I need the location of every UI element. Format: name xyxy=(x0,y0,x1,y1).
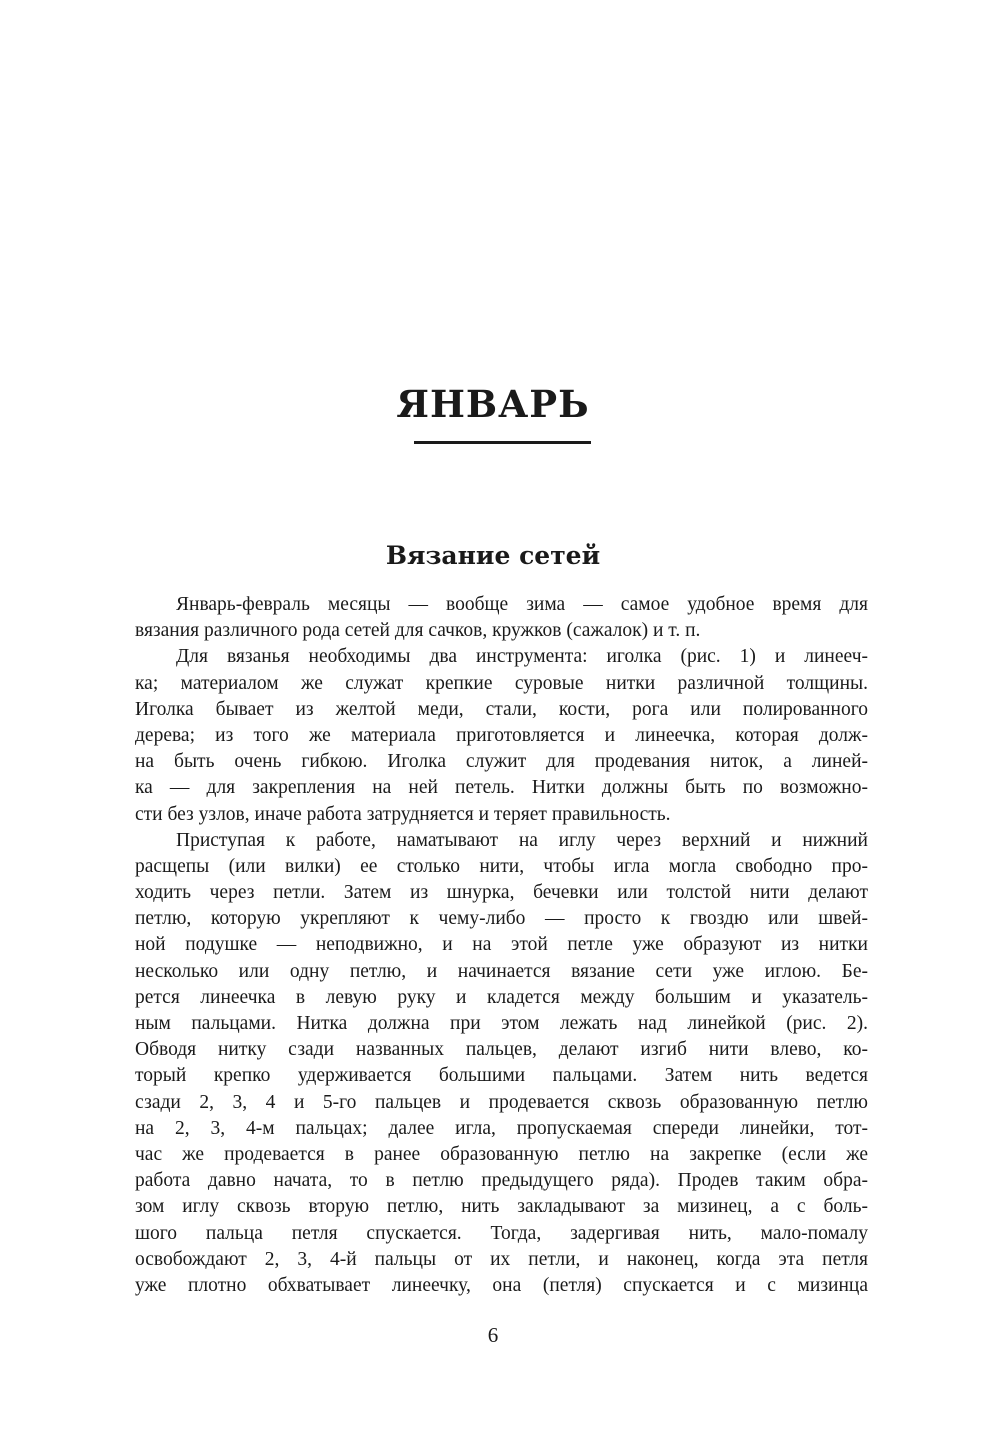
text-line: Иголка бывает из желтой меди, стали, кости, рога или полированного xyxy=(135,698,868,720)
text-line: работа давно начата, то в петлю предыдущего ряда). Продев таким обра- xyxy=(135,1170,868,1192)
text-line: дерева; из того же материала приготовляется и линеечка, которая долж- xyxy=(135,724,868,746)
text-line: уже плотно обхватывает линеечку, она (петля) спускается и с мизинца xyxy=(135,1274,868,1296)
text-line: Январь-февраль месяцы — вообще зима — самое удобное время для xyxy=(176,594,868,615)
text-line: на быть очень гибкою. Иголка служит для продевания ниток, а линей- xyxy=(135,751,868,773)
text-line: сзади 2, 3, 4 и 5-го пальцев и продевается сквозь образованную петлю xyxy=(135,1091,868,1113)
text-line: ка — для закрепления на ней петель. Нитки должны быть по возможно- xyxy=(135,777,868,799)
text-line: ным пальцами. Нитка должна при этом лежать над линейкой (рис. 2). xyxy=(135,1013,868,1034)
text-line: несколько или одну петлю, и начинается вязание сети уже иглою. Бе- xyxy=(135,960,868,982)
text-line: ной подушке — неподвижно, и на этой петле уже образуют из нитки xyxy=(135,934,868,956)
text-line: сти без узлов, иначе работа затрудняется и теряет правильность. xyxy=(135,803,671,825)
text-line: расщепы (или вилки) ее столько нити, чтобы игла могла свободно про- xyxy=(135,855,868,877)
text-line: шого пальца петля спускается. Тогда, задергивая нить, мало-помалу xyxy=(135,1222,868,1244)
chapter-title: ЯНВАРЬ xyxy=(396,382,590,426)
text-line: Для вязанья необходимы два инструмента: иголка (рис. 1) и линееч- xyxy=(176,646,868,668)
text-line: вязания различного рода сетей для сачков, кружков (сажалок) и т. п. xyxy=(135,620,701,642)
text-line: Приступая к работе, наматывают на иглу через верхний и нижний xyxy=(176,829,868,851)
body-text xyxy=(135,592,868,1299)
text-line: ка; материалом же служат крепкие суровые нитки различной толщины. xyxy=(135,672,868,694)
chapter-title-underline xyxy=(414,441,591,444)
text-line: торый крепко удерживается большими пальцами. Затем нить ведется xyxy=(135,1065,868,1087)
text-line: час же продевается в ранее образованную петлю на закрепке (если же xyxy=(135,1143,868,1165)
text-line: на 2, 3, 4-м пальцах; далее игла, пропускаемая спереди линейки, тот- xyxy=(135,1117,868,1139)
text-line: рется линеечка в левую руку и кладется между большим и указатель- xyxy=(135,986,868,1008)
section-title: Вязание сетей xyxy=(385,541,601,570)
text-line: освобождают 2, 3, 4-й пальцы от их петли, и наконец, когда эта петля xyxy=(135,1248,868,1270)
page-number: 6 xyxy=(487,1323,499,1347)
text-line: петлю, которую укрепляют к чему-либо — просто к гвоздю или швей- xyxy=(135,908,868,930)
text-line: ходить через петли. Затем из шнурка, бечевки или толстой нити делают xyxy=(135,882,868,904)
text-line: зом иглу сквозь вторую петлю, нить закладывают за мизинец, а с боль- xyxy=(135,1196,868,1218)
text-line: Обводя нитку сзади названных пальцев, делают изгиб нити влево, ко- xyxy=(135,1039,868,1061)
